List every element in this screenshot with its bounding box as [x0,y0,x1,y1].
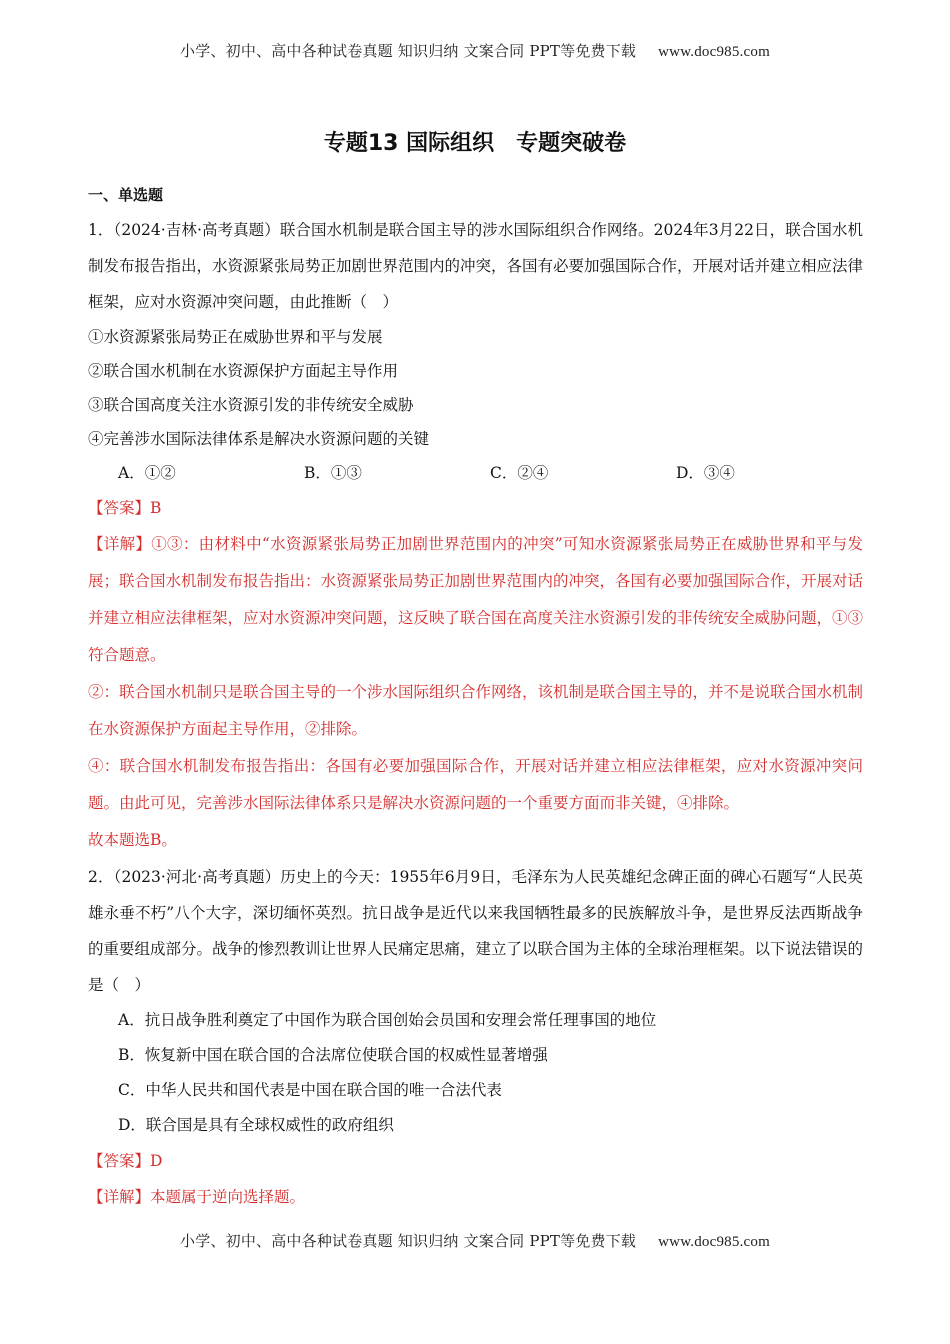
option-a: A．抗日战争胜利奠定了中国作为联合国创始会员国和安理会常任理事国的地位 [118,1011,657,1029]
option-b: B．①③ [304,464,362,482]
title-main: 专题13 国际组织 [323,131,495,156]
statement: ②联合国水机制在水资源保护方面起主导作用 [88,362,399,380]
option-a: A．①② [118,464,176,482]
detail-tag: 【详解】 [88,1188,151,1206]
option-d: D．联合国是具有全球权威性的政府组织 [118,1116,394,1134]
detail-text: 本题属于逆向选择题。 [150,1188,306,1206]
option-c: C．中华人民共和国代表是中国在联合国的唯一合法代表 [118,1081,502,1099]
question-stem: 1．（2024·吉林·高考真题）联合国水机制是联合国主导的涉水国际组织合作网络。2024年3月22日，联合国水机制发布报告指出，水资源紧张局势正加剧世界范围内的冲突，各国有必要加强国际合作，开展对话并建立相应法律框架，应对水资源冲突问题，由此推断（ ） [88,221,864,311]
detail-tag: 【详解】 [88,535,152,553]
option-d: D．③④ [676,464,735,482]
document-body [88,184,863,1216]
detail-text: ①③：由材料中“水资源紧张局势正加剧世界范围内的冲突”可知水资源紧张局势正在威胁世界和平与发展；联合国水机制发布报告指出：水资源紧张局势正加剧世界范围内的冲突，各国有必要加强国际合作，开展对话并建立相应法律框架，应对水资源冲突问题，这反映了联合国在高度关注水资源引发的非传统安全威胁问题，①③符合题意。 [88,535,864,664]
detail-paragraph [88,526,863,674]
question-1 [88,212,863,859]
header-text: 小学、初中、高中各种试卷真题 知识归纳 文案合同 PPT等免费下载 [180,42,637,60]
title-sub: 专题突破卷 [516,131,627,156]
header-url[interactable]: www.doc985.com [658,44,770,60]
section-heading: 一、单选题 [88,186,164,204]
answer-tag: 【答案】 [88,1152,151,1170]
detail-paragraph: ②：联合国水机制只是联合国主导的一个涉水国际组织合作网络，该机制是联合国主导的，并不是说联合国水机制在水资源保护方面起主导作用，②排除。 [88,683,864,738]
statement: ③联合国高度关注水资源引发的非传统安全威胁 [88,396,414,414]
detail-conclusion: 故本题选B。 [88,831,177,849]
option-b: B．恢复新中国在联合国的合法席位使联合国的权威性显著增强 [118,1046,548,1064]
statement: ④完善涉水国际法律体系是解决水资源问题的关键 [88,430,430,448]
detail-paragraph: ④：联合国水机制发布报告指出：各国有必要加强国际合作，开展对话并建立相应法律框架，应对水资源冲突问题。由此可见，完善涉水国际法律体系只是解决水资源问题的一个重要方面而非关键，④排除。 [88,757,863,812]
question-2 [88,859,863,1216]
page-header [0,40,950,61]
statement: ①水资源紧张局势正在威胁世界和平与发展 [88,328,383,346]
page-footer [0,1230,950,1251]
answer-tag: 【答案】 [88,499,151,517]
answer-line [88,490,863,526]
answer-line [88,1143,863,1179]
detail-paragraph [88,1179,863,1216]
option-c: C．②④ [490,464,549,482]
answer-value: B [150,499,162,517]
footer-text: 小学、初中、高中各种试卷真题 知识归纳 文案合同 PPT等免费下载 [180,1232,637,1250]
footer-url[interactable]: www.doc985.com [658,1234,770,1250]
answer-value: D [150,1152,163,1170]
question-stem: 2．（2023·河北·高考真题）历史上的今天：1955年6月9日，毛泽东为人民英雄纪念碑正面的碑心石题写“人民英雄永垂不朽”八个大字，深切缅怀英烈。抗日战争是近代以来我国牺牲最多的民族解放斗争，是世界反法西斯战争的重要组成部分。战争的惨烈教训让世界人民痛定思痛，建立了以联合国为主体的全球治理框架。以下说法错误的是（ ） [88,868,864,994]
page-title [0,126,950,157]
options-row [88,456,863,490]
